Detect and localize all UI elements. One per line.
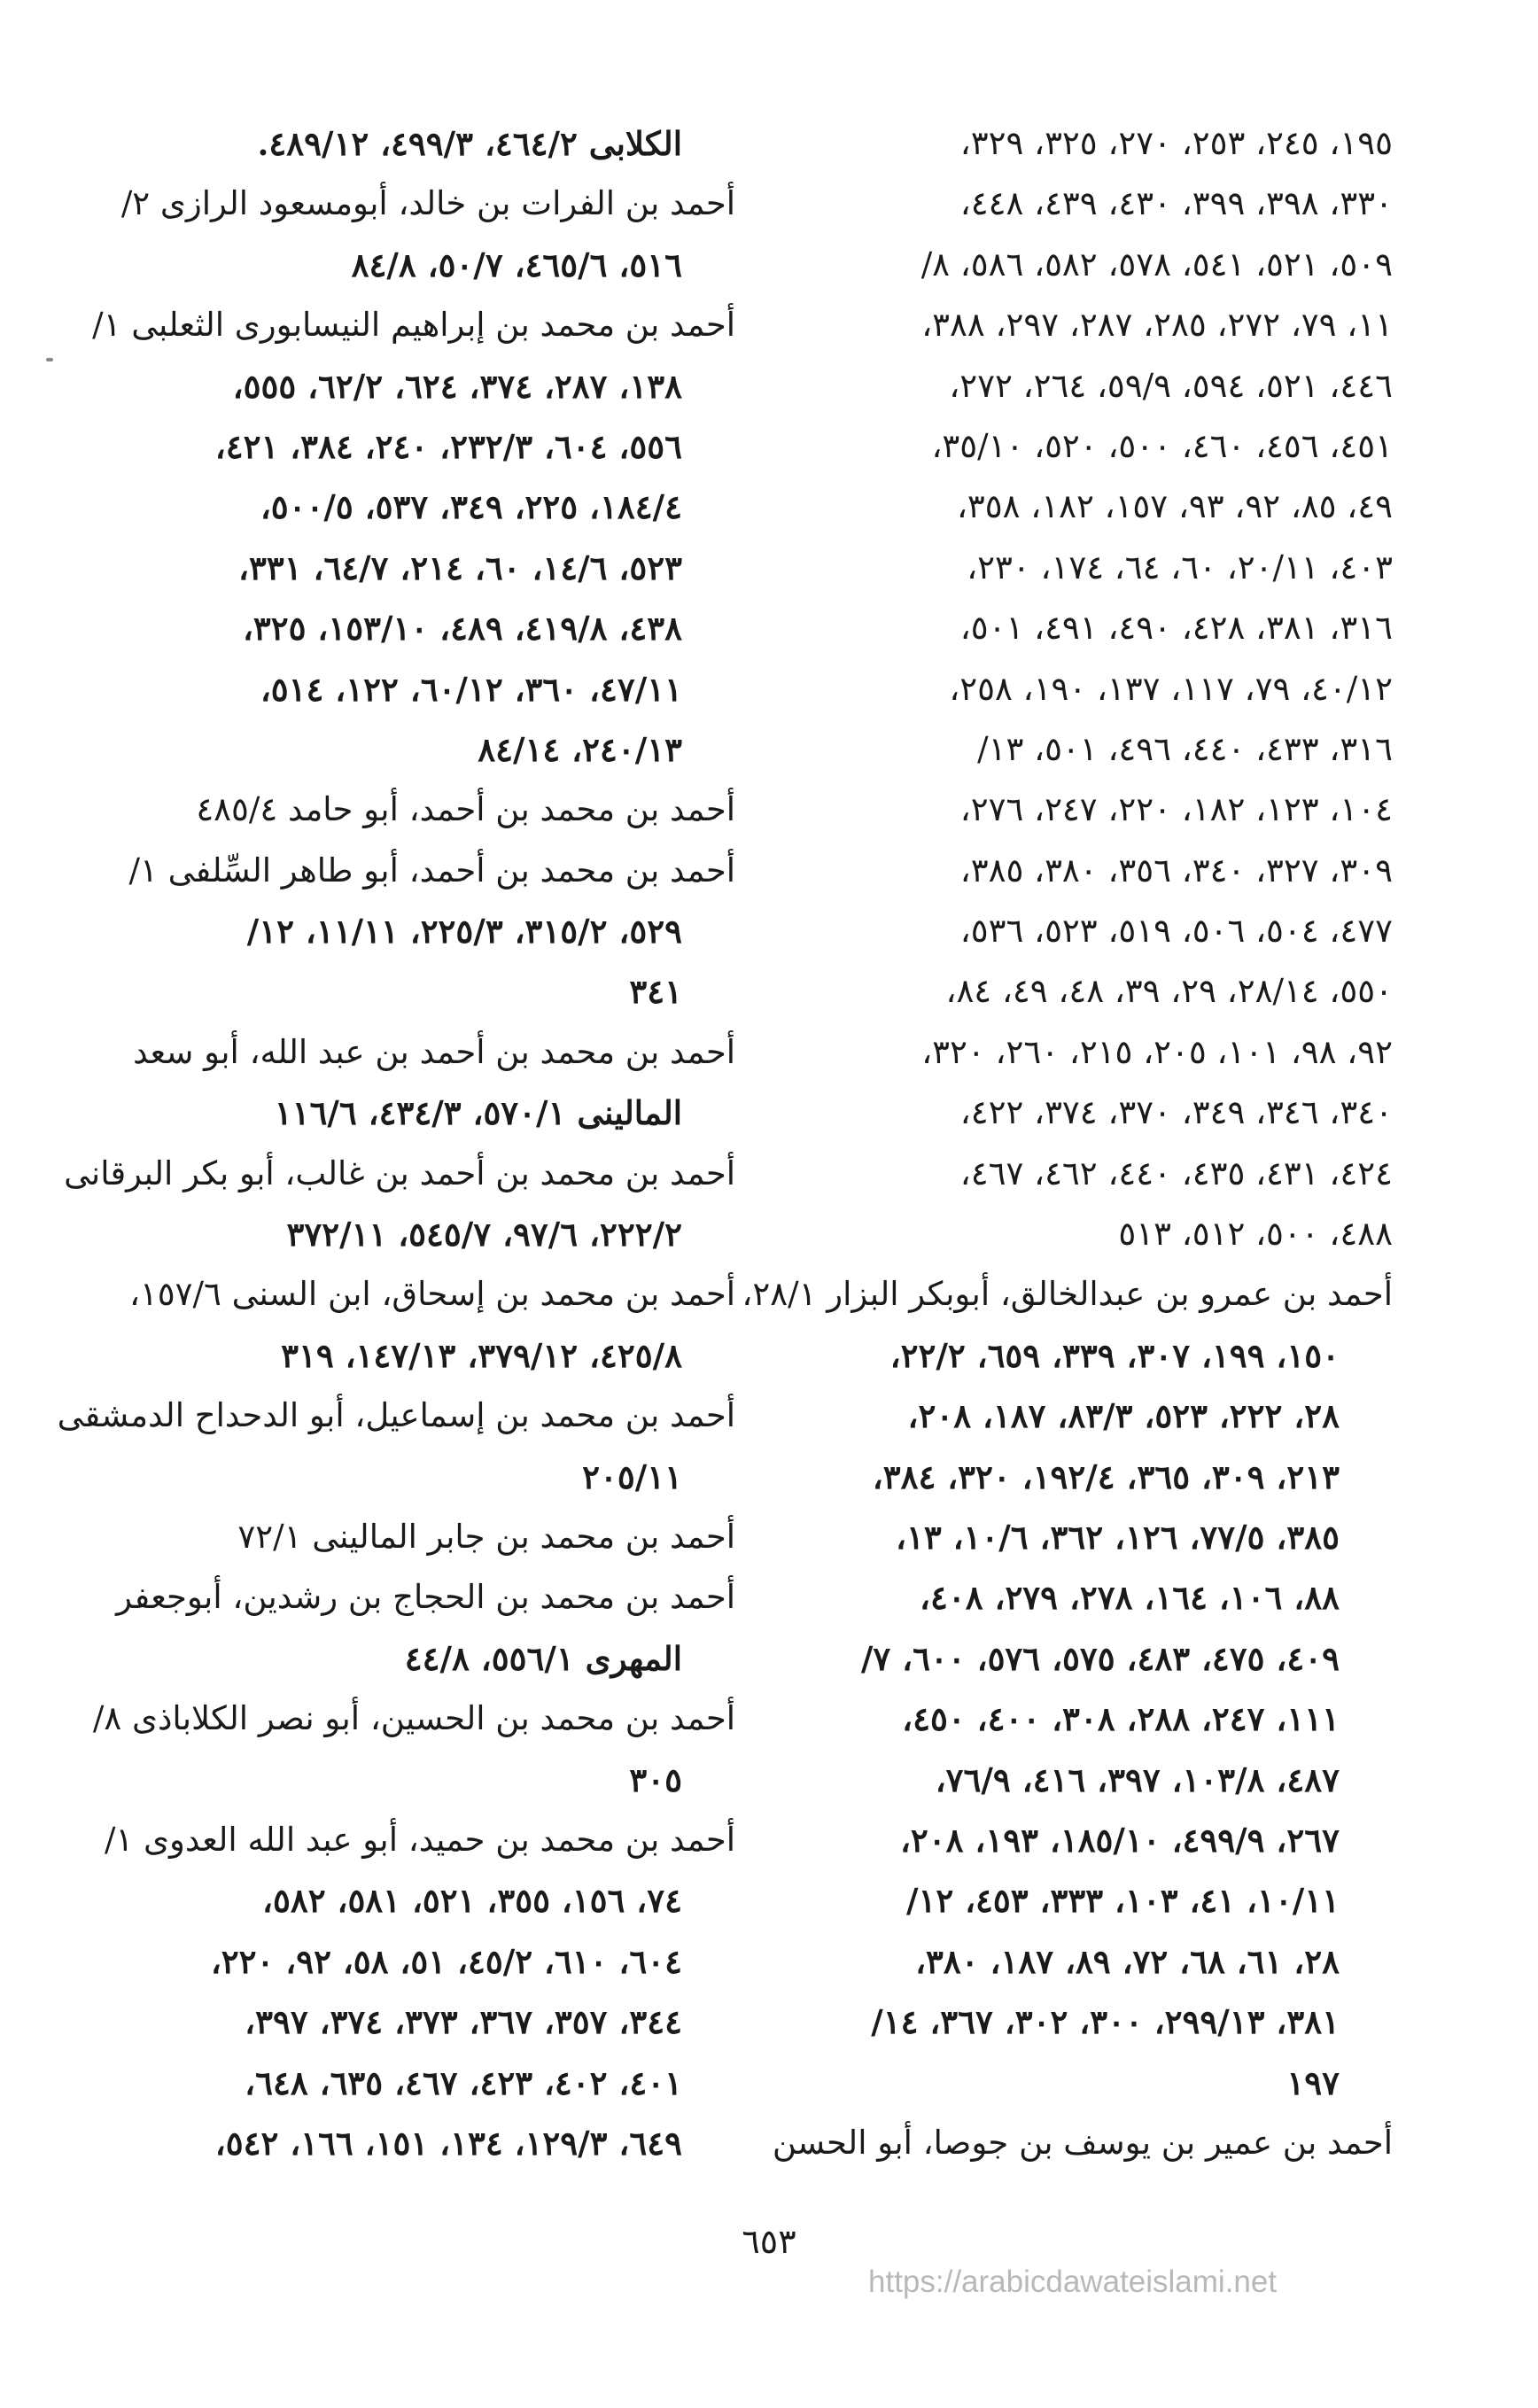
index-line: ٤٠٣، ٢٠/١١، ٦٠، ٦٤، ١٧٤، ٢٣٠، xyxy=(967,548,1393,586)
page-number: ٦٥٣ xyxy=(742,2222,796,2261)
index-line: ١٥٠، ١٩٩، ٣٠٧، ٣٣٩، ٦٥٩، ٢٢/٢، xyxy=(889,1335,1340,1375)
index-line: ٩٢، ٩٨، ١٠١، ٢٠٥، ٢١٥، ٢٦٠، ٣٢٠، xyxy=(921,1032,1393,1071)
index-entry-heading: أحمد بن محمد بن أحمد بن عبد الله، أبو سعد xyxy=(133,1032,735,1071)
index-entry-heading: أحمد بن الفرات بن خالد، أبومسعود الرازى ٢/ xyxy=(120,184,735,223)
index-line: المالينى ٥٧٠/١، ٤٣٤/٣، ١١٦/٦ xyxy=(274,1093,682,1133)
index-entry-heading: أحمد بن محمد بن الحجاج بن رشدين، أبوجعفر xyxy=(116,1578,735,1617)
index-line: ١٩٧ xyxy=(1286,2062,1340,2102)
index-line: ٢١٣، ٣٠٩، ٣٦٥، ١٩٢/٤، ٣٢٠، ٣٨٤، xyxy=(872,1456,1340,1496)
index-line: ٧٤، ١٥٦، ٣٥٥، ٥٢١، ٥٨١، ٥٨٢، xyxy=(262,1881,682,1921)
index-line: ٣١٦، ٣٨١، ٤٢٨، ٤٩٠، ٤٩١، ٥٠١، xyxy=(959,609,1393,648)
index-line: ١٠/١١، ٤١، ١٠٣، ٣٣٣، ٤٥٣، ١٢/ xyxy=(905,1881,1340,1921)
index-line: ٣٠٩، ٣٢٧، ٣٤٠، ٣٥٦، ٣٨٠، ٣٨٥، xyxy=(959,851,1393,889)
index-line: ٢٤٠/١٣، ٨٤/١٤ xyxy=(478,729,682,769)
index-entry-heading: أحمد بن عمير بن يوسف بن جوصا، أبو الحسن xyxy=(772,2123,1393,2162)
index-line: ٦٤٩، ١٢٩/٣، ١٣٤، ١٥١، ١٦٦، ٥٤٢، xyxy=(214,2123,682,2163)
index-line: ١٨٤/٤، ٢٢٥، ٣٤٩، ٥٣٧، ٥٠٠/٥، xyxy=(260,487,682,527)
index-line: ٢٨، ٢٢٢، ٥٢٣، ٨٣/٣، ١٨٧، ٢٠٨، xyxy=(907,1396,1340,1436)
index-line: ٦٠٤، ٦١٠، ٤٥/٢، ٥١، ٥٨، ٩٢، ٢٢٠، xyxy=(210,1941,682,1981)
index-line: ٤٧٧، ٥٠٤، ٥٠٦، ٥١٩، ٥٢٣، ٥٣٦، xyxy=(959,912,1393,951)
index-line: ٢٨، ٦١، ٦٨، ٧٢، ٨٩، ١٨٧، ٣٨٠، xyxy=(915,1941,1340,1981)
index-line: ١١، ٧٩، ٢٧٢، ٢٨٥، ٢٨٧، ٢٩٧، ٣٨٨، xyxy=(921,306,1393,345)
index-line: ٤٠/١٢، ٧٩، ١١٧، ١٣٧، ١٩٠، ٢٥٨، xyxy=(949,669,1393,708)
index-line: ٣١٦، ٤٣٣، ٤٤٠، ٤٩٦، ٥٠١، ١٣/ xyxy=(977,729,1393,768)
index-line: ٥٢٣، ١٤/٦، ٦٠، ٢١٤، ٦٤/٧، ٣٣١، xyxy=(238,548,682,587)
index-line: ٤٠٩، ٤٧٥، ٤٨٣، ٥٧٥، ٥٧٦، ٦٠٠، ٧/ xyxy=(860,1638,1340,1678)
index-entry-heading: أحمد بن محمد بن إسحاق، ابن السنى ١٥٧/٦، xyxy=(128,1275,735,1314)
index-line: ٤٠١، ٤٠٢، ٤٢٣، ٤٦٧، ٦٣٥، ٦٤٨، xyxy=(245,2062,682,2102)
watermark-url: https://arabicdawateislami.net xyxy=(868,2264,1278,2299)
index-column-left xyxy=(57,113,735,2173)
index-line: ٣٣٠، ٣٩٨، ٣٩٩، ٤٣٠، ٤٣٩، ٤٤٨، xyxy=(959,184,1393,223)
index-line: ٣٤١ xyxy=(629,972,682,1012)
index-entry-heading: أحمد بن محمد بن أحمد، أبو طاهر السِّلفى ١/ xyxy=(128,851,735,889)
index-entry-heading: أحمد بن محمد بن إبراهيم النيسابورى الثعلبى ١/ xyxy=(92,306,735,345)
index-line: ٤٤٦، ٥٢١، ٥٩٤، ٥٩/٩، ٢٦٤، ٢٧٢، xyxy=(949,366,1393,405)
index-line: ٤٨٨، ٥٠٠، ٥١٢، ٥١٣ xyxy=(1118,1215,1393,1254)
index-line: ٥٠٩، ٥٢١، ٥٤١، ٥٧٨، ٥٨٢، ٥٨٦، ٨/ xyxy=(920,245,1393,284)
index-line: ١٠٤، ١٢٣، ١٨٢، ٢٢٠، ٢٤٧، ٢٧٦، xyxy=(959,790,1393,829)
index-line: الكلابى ٤٦٤/٢، ٤٩٩/٣، ٤٨٩/١٢. xyxy=(257,124,682,163)
index-entry-heading: أحمد بن محمد بن جابر المالينى ٧٢/١ xyxy=(237,1517,735,1556)
index-entry-heading: أحمد بن محمد بن الحسين، أبو نصر الكلاباذى ٨/ xyxy=(92,1699,735,1738)
index-line: ٣٨٥، ٧٧/٥، ١٢٦، ٣٦٢، ١٠/٦، ١٣، xyxy=(896,1517,1340,1557)
index-line: ٤٩، ٨٥، ٩٢، ٩٣، ١٥٧، ١٨٢، ٣٥٨، xyxy=(956,487,1393,526)
index-line: ٢٦٧، ٤٩٩/٩، ١٨٥/١٠، ١٩٣، ٢٠٨، xyxy=(899,1820,1340,1860)
scan-speck xyxy=(46,358,53,361)
index-line: ٣٤٤، ٣٥٧، ٣٦٧، ٣٧٣، ٣٧٤، ٣٩٧، xyxy=(245,2002,682,2042)
index-entry-heading: أحمد بن محمد بن حميد، أبو عبد الله العدوى ١/ xyxy=(104,1820,735,1859)
index-line: ٤٥١، ٤٥٦، ٤٦٠، ٥٠٠، ٥٢٠، ٣٥/١٠، xyxy=(931,426,1393,465)
index-line: ٤٢٥/٨، ٣٧٩/١٢، ١٤٧/١٣، ٣١٩ xyxy=(281,1335,682,1375)
index-line: ٤٢٤، ٤٣١، ٤٣٥، ٤٤٠، ٤٦٢، ٤٦٧، xyxy=(959,1154,1393,1192)
index-line: ٤٣٨، ٤١٩/٨، ٤٨٩، ١٥٣/١٠، ٣٢٥، xyxy=(242,609,682,649)
index-line: ٤٧/١١، ٣٦٠، ٦٠/١٢، ١٢٢، ٥١٤، xyxy=(260,669,682,709)
index-line: ٢٠٥/١١ xyxy=(582,1456,682,1496)
index-line: ٣٨١، ٢٩٩/١٣، ٣٠٠، ٣٠٢، ٣٦٧، ١٤/ xyxy=(871,2002,1340,2042)
index-line: المهرى ٥٥٦/١، ٤٤/٨ xyxy=(404,1638,682,1678)
index-line: ٥٥٦، ٦٠٤، ٢٣٢/٣، ٢٤٠، ٣٨٤، ٤٢١، xyxy=(214,426,682,466)
index-entry-heading: أحمد بن محمد بن أحمد، أبو حامد ٤٨٥/٤ xyxy=(196,790,735,829)
index-line: ٨٨، ١٠٦، ١٦٤، ٢٧٨، ٢٧٩، ٤٠٨، xyxy=(920,1578,1340,1618)
index-line: ٥١٦، ٤٦٥/٦، ٥٠/٧، ٨٤/٨ xyxy=(351,245,682,284)
index-column-right xyxy=(742,113,1393,2173)
index-line: ١٣٨، ٢٨٧، ٣٧٤، ٦٢٤، ٦٢/٢، ٥٥٥، xyxy=(232,366,682,406)
index-line: ٥٢٩، ٣١٥/٢، ٢٢٥/٣، ١١/١١، ١٢/ xyxy=(246,912,682,952)
index-line: ٥٥٠، ٢٨/١٤، ٢٩، ٣٩، ٤٨، ٤٩، ٨٤، xyxy=(945,972,1393,1011)
index-entry-heading: أحمد بن محمد بن أحمد بن غالب، أبو بكر البرقانى xyxy=(64,1154,735,1192)
index-line: ٤٨٧، ١٠٣/٨، ٣٩٧، ٤١٦، ٧٦/٩، xyxy=(935,1759,1340,1799)
index-line: ٣٠٥ xyxy=(629,1759,682,1799)
index-line: ١٩٥، ٢٤٥، ٢٥٣، ٢٧٠، ٣٢٥، ٣٢٩، xyxy=(959,124,1393,162)
index-line: ٢٢٢/٢، ٩٧/٦، ٥٤٥/٧، ٣٧٢/١١ xyxy=(286,1215,682,1254)
index-entry-heading: أحمد بن محمد بن إسماعيل، أبو الدحداح الدمشقى xyxy=(57,1396,735,1435)
index-entry-heading: أحمد بن عمرو بن عبدالخالق، أبوبكر البزار ٢٨/١، xyxy=(742,1275,1393,1314)
index-line: ١١١، ٢٤٧، ٢٨٨، ٣٠٨، ٤٠٠، ٤٥٠، xyxy=(902,1699,1340,1739)
index-line: ٣٤٠، ٣٤٦، ٣٤٩، ٣٧٠، ٣٧٤، ٤٢٢، xyxy=(959,1093,1393,1132)
